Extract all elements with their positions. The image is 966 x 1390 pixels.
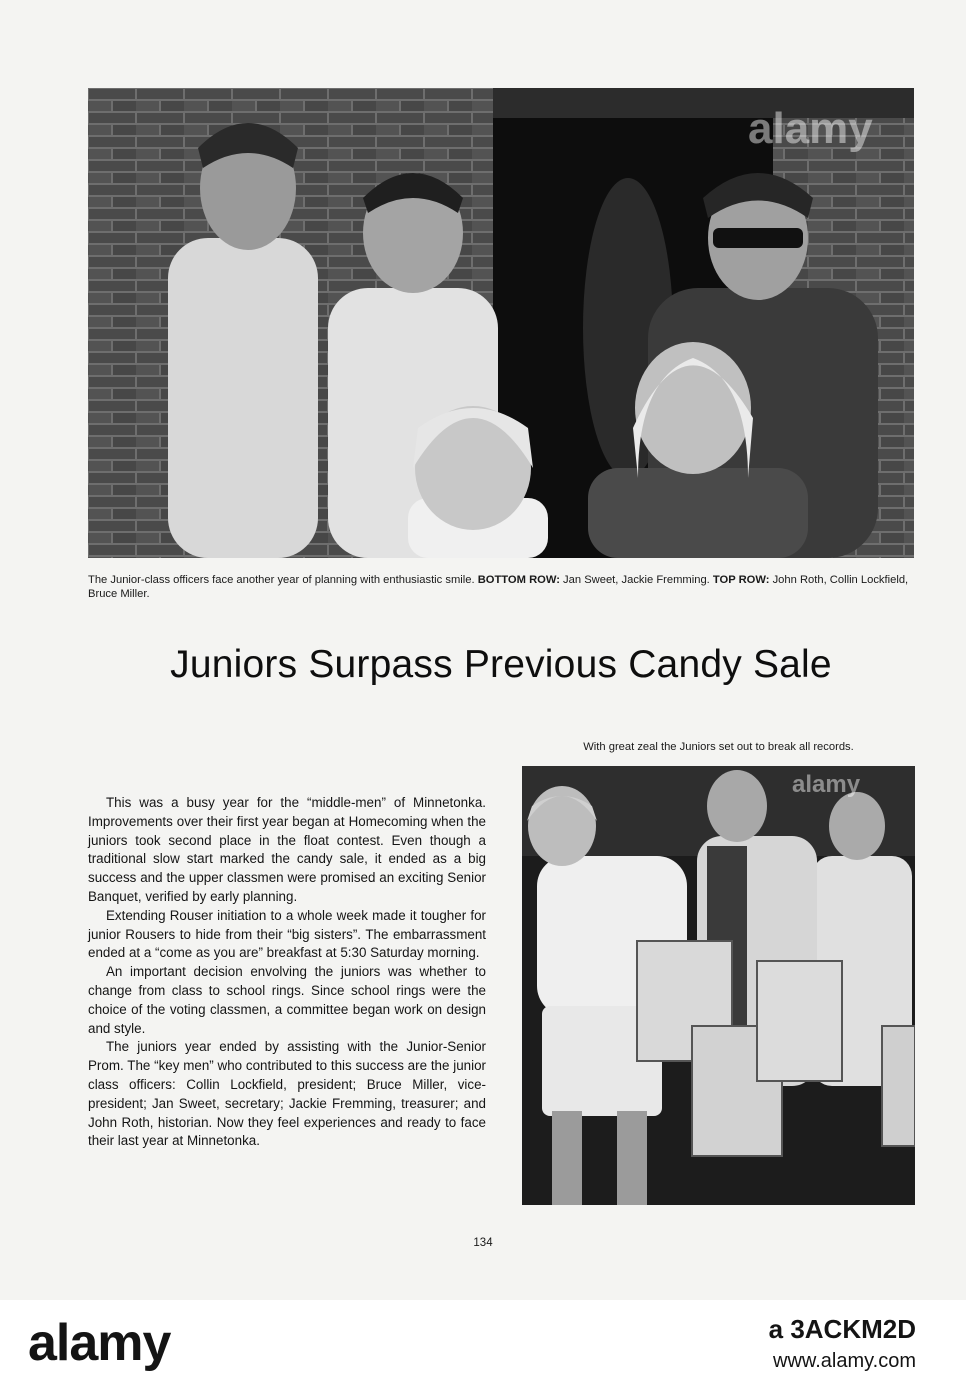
candy-sale-photo: [522, 766, 915, 1205]
candy-sale-photo-art: [522, 766, 915, 1205]
article-paragraph: An important decision envolving the juniors was whether to change from class to school rings. Since school rings were the choice of the voting classmen, a committee began work on design and style.: [88, 964, 486, 1036]
bottom-row-names: Jan Sweet, Jackie Fremming.: [563, 574, 710, 586]
stock-footer: [0, 1300, 966, 1390]
image-id: 3ACKM2D: [790, 1314, 916, 1344]
image-code: [769, 1314, 916, 1344]
page-headline: Juniors Surpass Previous Candy Sale: [170, 643, 832, 686]
page-number: 134: [473, 1237, 493, 1249]
alamy-logo: alamy: [28, 1314, 171, 1372]
top-row-label: TOP ROW:: [712, 574, 770, 586]
caption-lead: The Junior-class officers face another year of planning with enthusiastic smile.: [88, 574, 475, 586]
bottom-row-label: BOTTOM ROW:: [477, 574, 560, 586]
watermark-top: alamy: [748, 104, 873, 153]
stock-url[interactable]: www.alamy.com: [773, 1350, 916, 1372]
watermark-side: alamy: [792, 771, 861, 798]
junior-officers-photo-art: [88, 88, 914, 558]
article-paragraph: This was a busy year for the “middle-men” of Minnetonka. Improvements over their first year began at Homecoming when the juniors took second place in the float contest. Even though a traditional slow start marked the candy sale, it ended as a big success and the upper classmen were promised an exciting Senior Banquet, verified by early planning.: [88, 795, 486, 904]
top-photo-caption: [88, 573, 914, 601]
image-id-prefix: a: [768, 1314, 784, 1344]
article-paragraph: The juniors year ended by assisting with the Junior-Senior Prom. The “key men” who contributed to this success are the junior class officers: Collin Lockfield, president; Bruce Miller, vice-president; Jan Sweet, secretary; Jackie Fremming, treasurer; and John Roth, historian. Now they feel experiences and ready to face their last year at Minnetonka.: [88, 1039, 486, 1149]
article-body: [88, 794, 486, 1151]
junior-officers-photo: [88, 88, 914, 558]
article-paragraph: Extending Rouser initiation to a whole week made it tougher for junior Rousers to hide from their “big sisters”. The embarrassment ended at a “come as you are” breakfast at 5:30 Saturday morning.: [88, 907, 486, 961]
top-row-names: John Roth, Collin Lockfield, Bruce Miller.: [88, 574, 909, 600]
side-photo-caption: With great zeal the Juniors set out to break all records.: [583, 741, 854, 753]
